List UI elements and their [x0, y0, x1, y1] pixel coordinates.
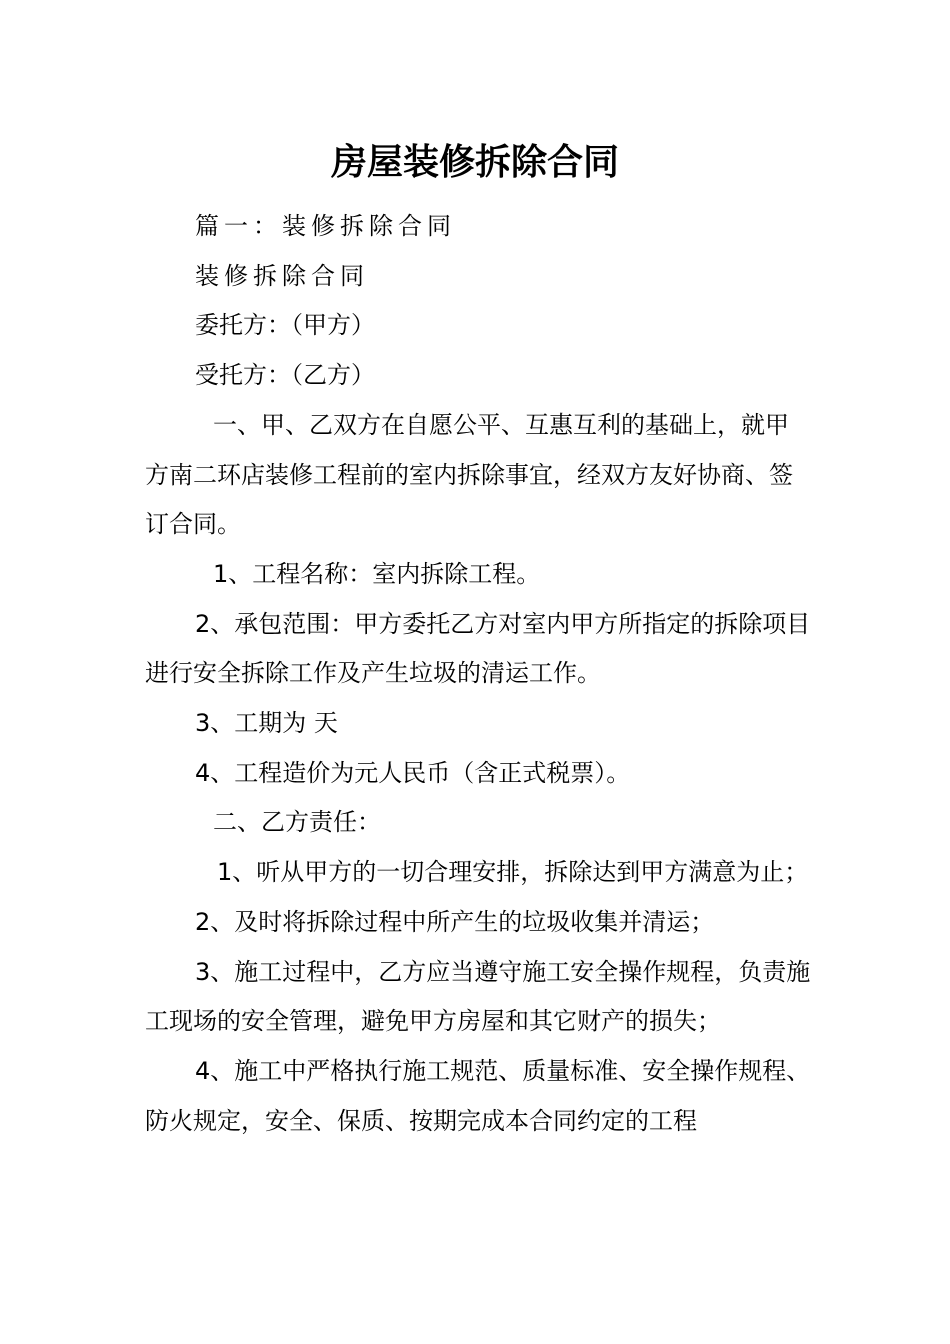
- document-title: 房屋装修拆除合同: [330, 142, 619, 183]
- contract-heading: 装修拆除合同: [195, 261, 369, 290]
- clause-item: 2、及时将拆除过程中所产生的垃圾收集并清运；: [195, 907, 715, 936]
- party-a-line: 委托方：（甲方）: [195, 311, 375, 340]
- clause-item: 3、施工过程中，乙方应当遵守施工安全操作规程，负责施工现场的安全管理，避免甲方房屋和其它财产的损失；: [145, 957, 811, 1036]
- clause-one-intro: 一、甲、乙双方在自愿公平、互惠互利的基础上，就甲方南二环店装修工程前的室内拆除事宜，经双方友好协商、签订合同。: [145, 410, 793, 539]
- clause-item: 1、工程名称：室内拆除工程。: [213, 559, 541, 588]
- clause-item: 1、听从甲方的一切合理安排，拆除达到甲方满意为止；: [217, 858, 809, 887]
- clause-item: 2、承包范围：甲方委托乙方对室内甲方所指定的拆除项目进行安全拆除工作及产生垃圾的清运工作。: [145, 609, 811, 688]
- section-heading: 篇一：装修拆除合同: [195, 212, 456, 240]
- document-body: [145, 202, 811, 1146]
- party-b-line: 受托方：（乙方）: [195, 361, 375, 390]
- clause-two-heading: 二、乙方责任：: [213, 808, 381, 837]
- clause-item: 4、施工中严格执行施工规范、质量标准、安全操作规程、防火规定，安全、保质、按期完成本合同约定的工程: [145, 1056, 811, 1135]
- clause-item: 3、工期为 天: [195, 709, 338, 738]
- clause-item: 4、工程造价为元人民币（含正式税票）。: [195, 758, 631, 787]
